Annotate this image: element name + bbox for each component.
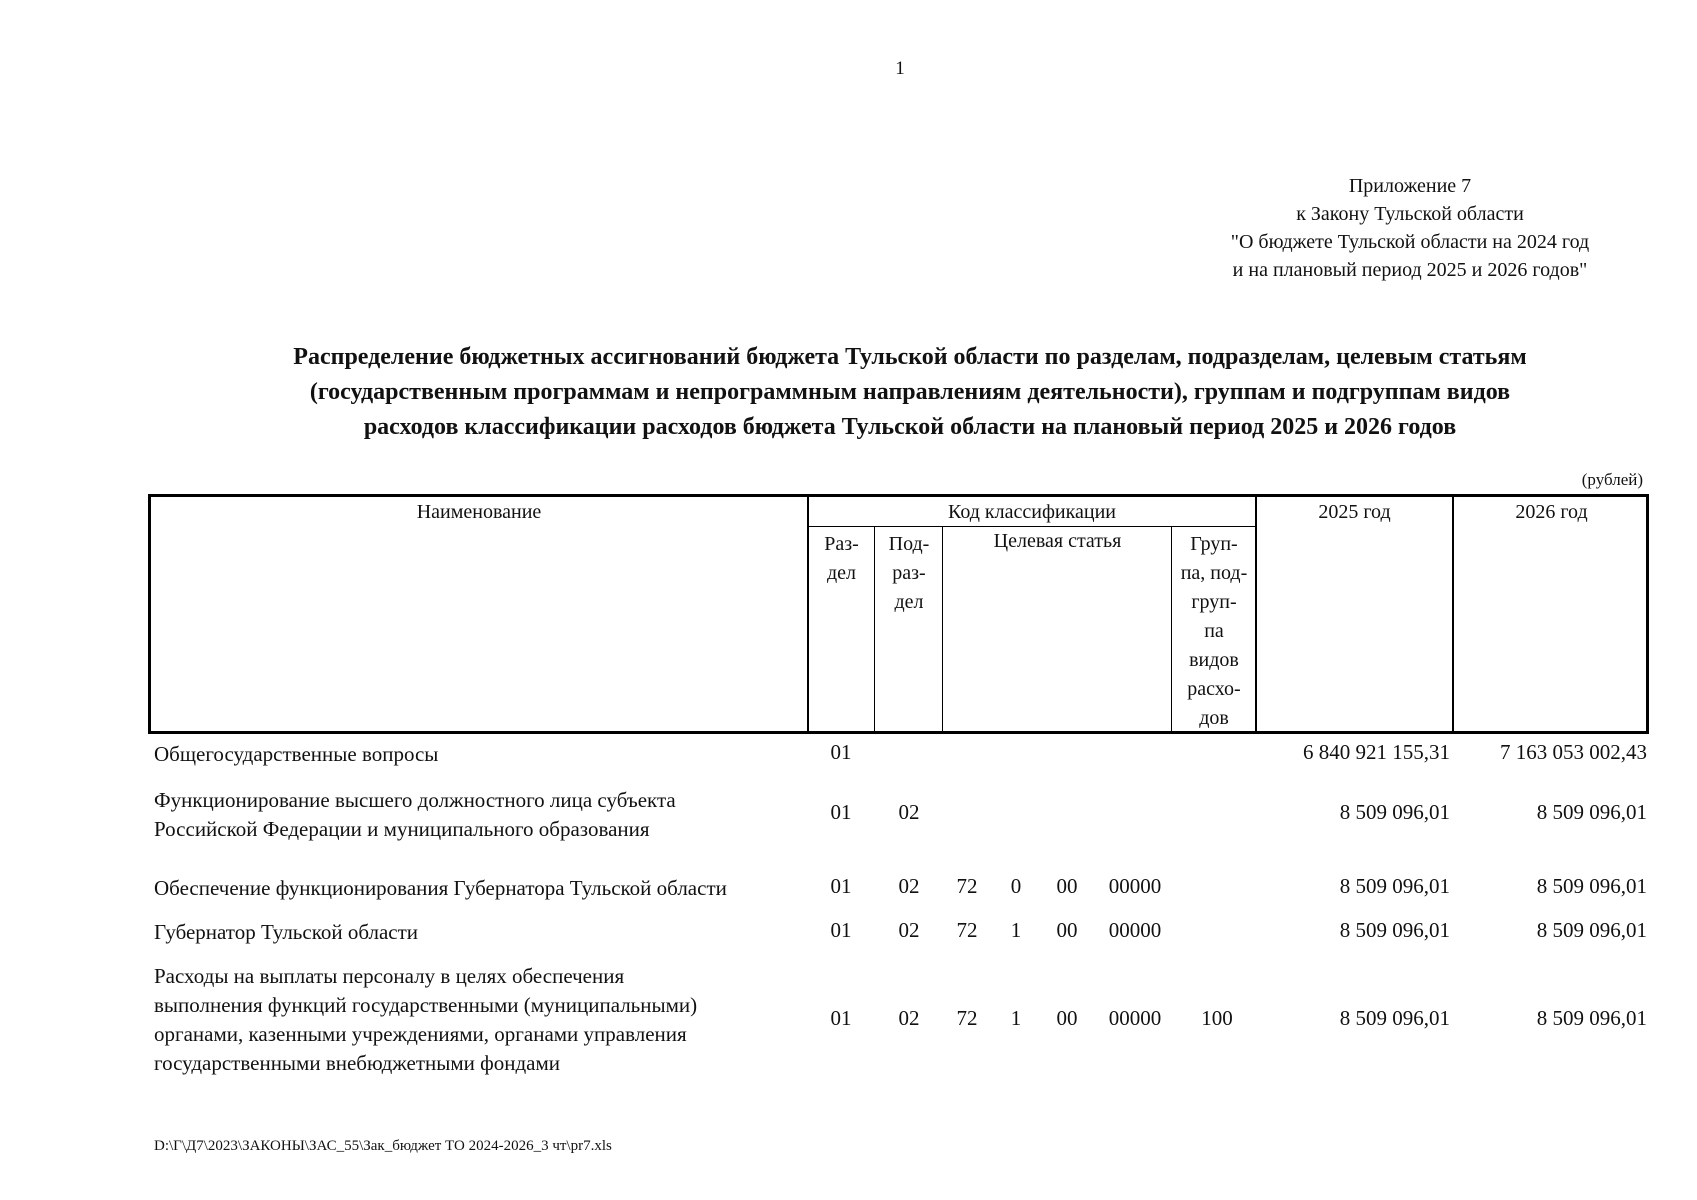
header-section-line: Раз- bbox=[824, 533, 859, 555]
cell-amount-2026: 8 509 096,01 bbox=[1536, 800, 1647, 824]
cell-target-direction: 00000 bbox=[1108, 918, 1162, 942]
row-name bbox=[154, 786, 814, 844]
header-section-line: дел bbox=[826, 562, 857, 584]
header-subsection bbox=[876, 530, 942, 617]
row-name bbox=[154, 918, 814, 947]
header-code-group: Код классификации bbox=[947, 501, 1117, 523]
header-group-line: груп- bbox=[1191, 591, 1237, 613]
row-name-line: Обеспечение функционирования Губернатора Тульской области bbox=[154, 876, 727, 900]
header-subsection-line: раз- bbox=[892, 562, 926, 584]
cell-amount-2026: 8 509 096,01 bbox=[1536, 918, 1647, 942]
cell-section: 01 bbox=[830, 1006, 852, 1030]
header-year-2025: 2025 год bbox=[1318, 501, 1391, 523]
cell-target-subprogram: 1 bbox=[1010, 918, 1022, 942]
cell-amount-2025: 8 509 096,01 bbox=[1339, 800, 1450, 824]
header-divider bbox=[807, 526, 1255, 527]
cell-amount-2026: 7 163 053 002,43 bbox=[1500, 740, 1647, 764]
unit-note: (рублей) bbox=[1581, 470, 1643, 489]
annex-line: и на плановый период 2025 и 2026 годов" bbox=[1232, 259, 1588, 281]
header-group-line: Груп- bbox=[1190, 533, 1238, 555]
cell-target-subprogram: 0 bbox=[1010, 874, 1022, 898]
title-line: расходов классификации расходов бюджета Тульской области на плановый период 2025 и 2026 годов bbox=[363, 414, 1457, 440]
cell-amount-2026: 8 509 096,01 bbox=[1536, 874, 1647, 898]
row-name bbox=[154, 740, 814, 769]
cell-section: 01 bbox=[830, 800, 852, 824]
file-path-footer: D:\Г\Д7\2023\ЗАКОНЫ\ЗАС_55\Зак_бюджет ТО 2024-2026_3 чт\pr7.xls bbox=[154, 1138, 612, 1154]
annex-header bbox=[1200, 172, 1620, 284]
header-expense-group bbox=[1173, 530, 1255, 733]
cell-target-event: 00 bbox=[1056, 874, 1078, 898]
header-group-line: видов bbox=[1189, 649, 1239, 671]
cell-subsection: 02 bbox=[898, 800, 920, 824]
cell-target-program: 72 bbox=[956, 874, 978, 898]
cell-subsection: 02 bbox=[898, 1006, 920, 1030]
header-group-line: дов bbox=[1199, 707, 1229, 729]
table-header bbox=[148, 494, 1649, 734]
annex-line: "О бюджете Тульской области на 2024 год bbox=[1230, 231, 1590, 253]
row-name bbox=[154, 962, 814, 1078]
row-name-line: выполнения функций государственными (муниципальными) bbox=[154, 993, 698, 1017]
row-name-line: Российской Федерации и муниципального образования bbox=[154, 817, 650, 841]
cell-target-subprogram: 1 bbox=[1010, 1006, 1022, 1030]
row-name-line: Общегосударственные вопросы bbox=[154, 742, 439, 766]
header-subsection-line: дел bbox=[894, 591, 924, 613]
cell-subsection: 02 bbox=[898, 918, 920, 942]
cell-section: 01 bbox=[830, 874, 852, 898]
header-group-line: па bbox=[1204, 620, 1224, 642]
column-divider bbox=[1255, 497, 1257, 731]
cell-target-direction: 00000 bbox=[1108, 1006, 1162, 1030]
row-name-line: Расходы на выплаты персоналу в целях обеспечения bbox=[154, 964, 625, 988]
cell-target-event: 00 bbox=[1056, 1006, 1078, 1030]
column-divider bbox=[942, 527, 943, 731]
cell-target-program: 72 bbox=[956, 918, 978, 942]
cell-section: 01 bbox=[830, 740, 852, 764]
cell-target-program: 72 bbox=[956, 1006, 978, 1030]
annex-line: к Закону Тульской области bbox=[1296, 203, 1524, 225]
cell-target-direction: 00000 bbox=[1108, 874, 1162, 898]
cell-amount-2025: 8 509 096,01 bbox=[1339, 874, 1450, 898]
cell-amount-2025: 6 840 921 155,31 bbox=[1303, 740, 1450, 764]
page-number: 1 bbox=[895, 58, 905, 79]
cell-section: 01 bbox=[830, 918, 852, 942]
title-line: (государственным программам и непрограммным направлениям деятельности), группам и подгруппам видов bbox=[309, 379, 1511, 405]
header-subsection-line: Под- bbox=[888, 533, 930, 555]
header-target-article: Целевая статья bbox=[993, 530, 1122, 552]
row-name-line: государственными внебюджетными фондами bbox=[154, 1051, 561, 1075]
header-group-line: расхо- bbox=[1187, 678, 1241, 700]
header-section bbox=[809, 530, 874, 588]
header-name: Наименование bbox=[416, 501, 542, 523]
header-group-line: па, под- bbox=[1180, 562, 1248, 584]
column-divider bbox=[1452, 497, 1454, 731]
row-name-line: Губернатор Тульской области bbox=[154, 920, 419, 944]
cell-amount-2025: 8 509 096,01 bbox=[1339, 1006, 1450, 1030]
cell-expense-group: 100 bbox=[1201, 1006, 1233, 1030]
document-title bbox=[120, 340, 1697, 445]
cell-amount-2026: 8 509 096,01 bbox=[1536, 1006, 1647, 1030]
column-divider bbox=[1171, 527, 1172, 731]
header-year-2026: 2026 год bbox=[1515, 501, 1588, 523]
annex-line: Приложение 7 bbox=[1348, 175, 1472, 197]
column-divider bbox=[874, 527, 875, 731]
cell-subsection: 02 bbox=[898, 874, 920, 898]
cell-target-event: 00 bbox=[1056, 918, 1078, 942]
row-name-line: органами, казенными учреждениями, органами управления bbox=[154, 1022, 687, 1046]
title-line: Распределение бюджетных ассигнований бюджета Тульской области по разделам, подразделам, целевым статьям bbox=[293, 344, 1527, 370]
row-name bbox=[154, 874, 814, 903]
row-name-line: Функционирование высшего должностного лица субъекта bbox=[154, 788, 676, 812]
cell-amount-2025: 8 509 096,01 bbox=[1339, 918, 1450, 942]
